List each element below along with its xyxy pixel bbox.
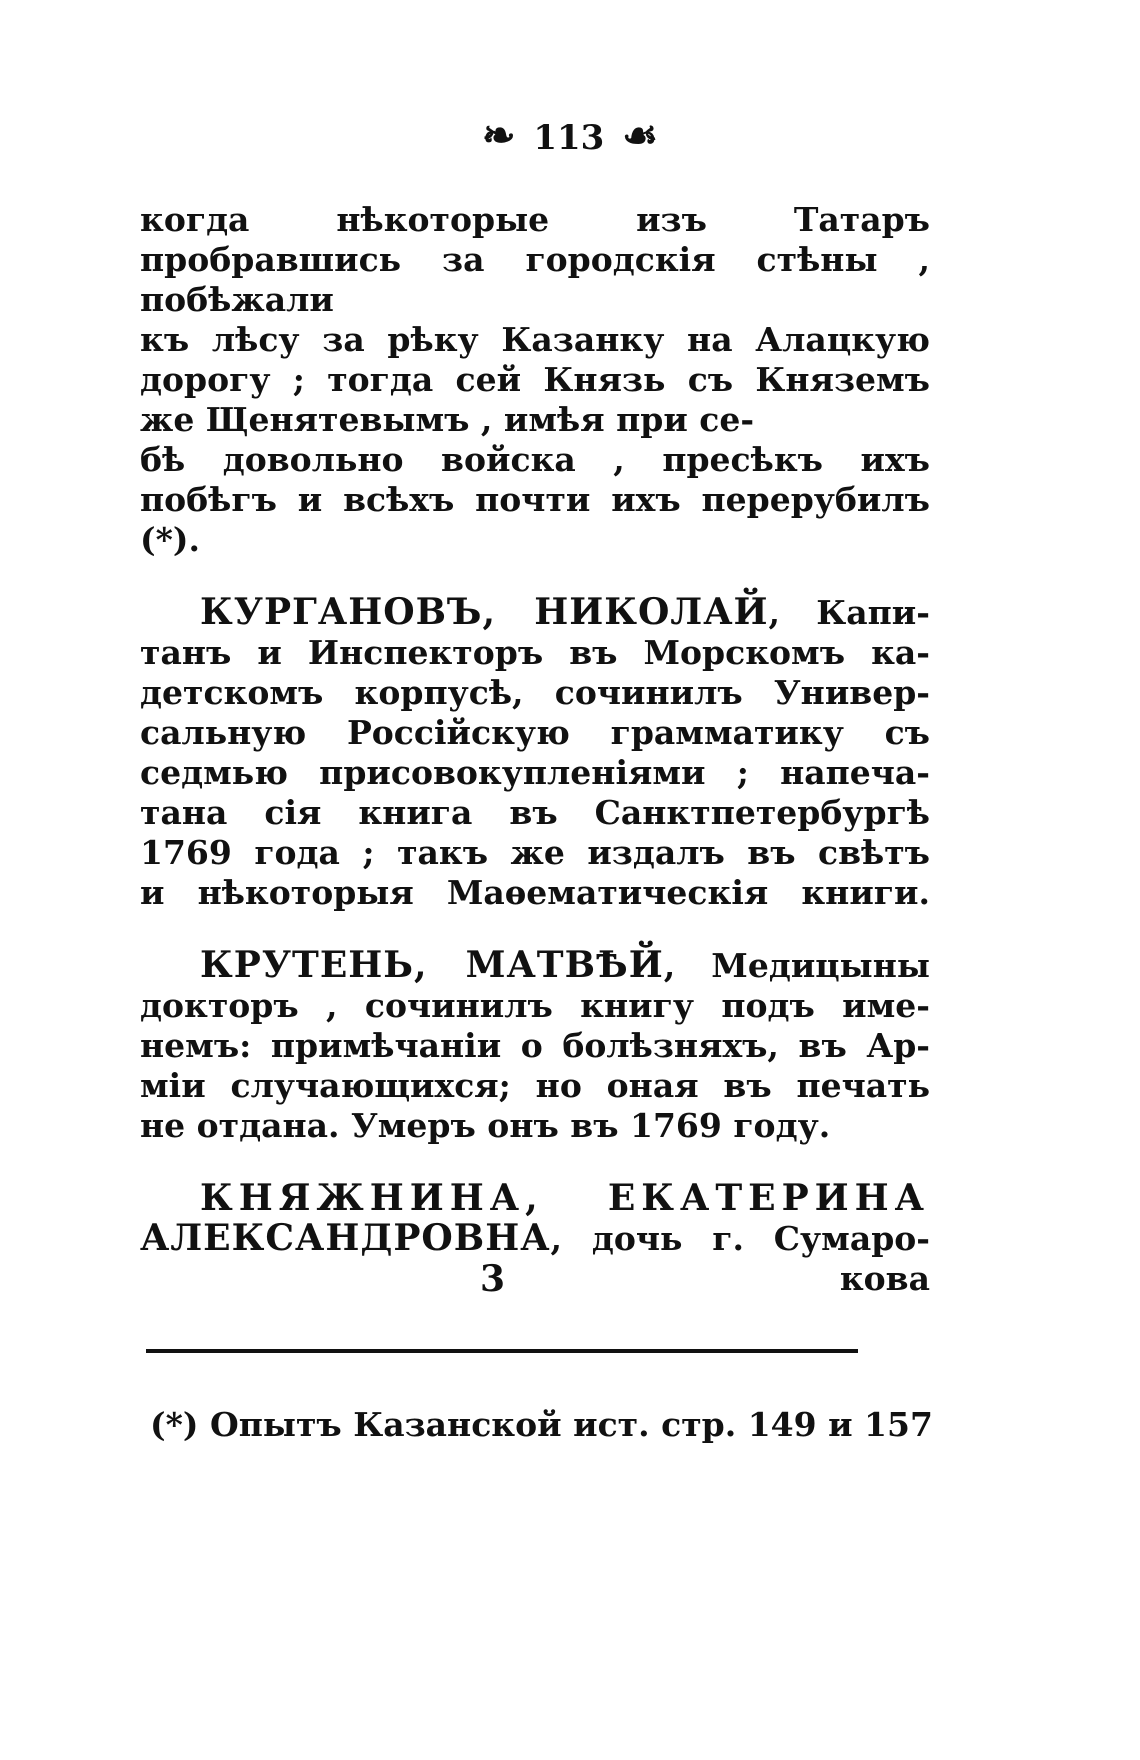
entry-kruten (140, 945, 930, 1146)
text-line: танъ и Инспекторъ въ Морскомъ ка- (140, 633, 930, 672)
text-line: и нѣкоторыя Маѳематическiя книги. (140, 873, 930, 912)
page-header (0, 112, 1140, 159)
text-line: тана сiя книга въ Санктпетербургѣ (140, 793, 930, 832)
entry-heading-line (140, 945, 930, 986)
signature-mark: 3 (480, 1258, 506, 1300)
footnote: (*) Опытъ Казанской ист. стр. 149 и 157 (150, 1405, 933, 1444)
paragraph-kazan-battle (140, 200, 930, 560)
entry-knyazhnina (140, 1178, 930, 1303)
entry-name: КНЯЖНИНА, ЕКАТЕРИНА (200, 1177, 930, 1219)
entry-heading-line (140, 1218, 930, 1259)
page-body (140, 200, 930, 1335)
text-line: къ лѣсу за рѣку Казанку на Алацкую (140, 320, 930, 359)
page-number: 113 (533, 118, 605, 158)
text-line: мiи случающихся; но оная въ печать (140, 1066, 930, 1105)
text-line: бѣ довольно войска , пресѣкъ ихъ побѣгъ и всѣхъ почти ихъ перерубилъ (*). (140, 440, 930, 559)
ornament-left-icon: ❧ (481, 112, 516, 159)
text-line: детскомъ корпусѣ, сочинилъ Универ- (140, 673, 930, 712)
text-line: седмью присовокупленiями ; напеча- (140, 753, 930, 792)
signature-row (140, 1259, 930, 1303)
text-line: сальную Россiйскую грамматику съ (140, 713, 930, 752)
entry-kurganov (140, 592, 930, 913)
text-line: не отдана. Умеръ онъ въ 1769 году. (140, 1106, 831, 1145)
entry-heading-line (140, 592, 930, 633)
entry-name: КУРГАНОВЪ, НИКОЛАЙ (200, 591, 769, 633)
text-line: немъ: примѣчанiи о болѣзняхъ, въ Ар- (140, 1026, 930, 1065)
footnote-rule (146, 1349, 858, 1353)
entry-heading-rest: , дочь г. Сумаро- (550, 1219, 930, 1258)
text-line: 1769 года ; такъ же издалъ въ свѣтъ (140, 833, 930, 872)
catchword: кова (839, 1259, 930, 1298)
text-line: докторъ , сочинилъ книгу подъ име- (140, 986, 930, 1025)
entry-heading-rest: , Капи- (768, 593, 930, 632)
text-line: дорогу ; тогда сей Князь съ Княземъ же Щенятевымъ , имѣя при се- (140, 360, 930, 439)
entry-name: КРУТЕНЬ, МАТВѢЙ (200, 944, 664, 986)
ornament-right-icon: ☙ (622, 112, 659, 159)
entry-heading-rest: , Медицыны (663, 946, 930, 985)
entry-name-continued: АЛЕКСАНДРОВНА (140, 1217, 551, 1259)
text-line: когда нѣкоторые изъ Татаръ пробравшись за городскiя стѣны , побѣжали (140, 200, 930, 319)
